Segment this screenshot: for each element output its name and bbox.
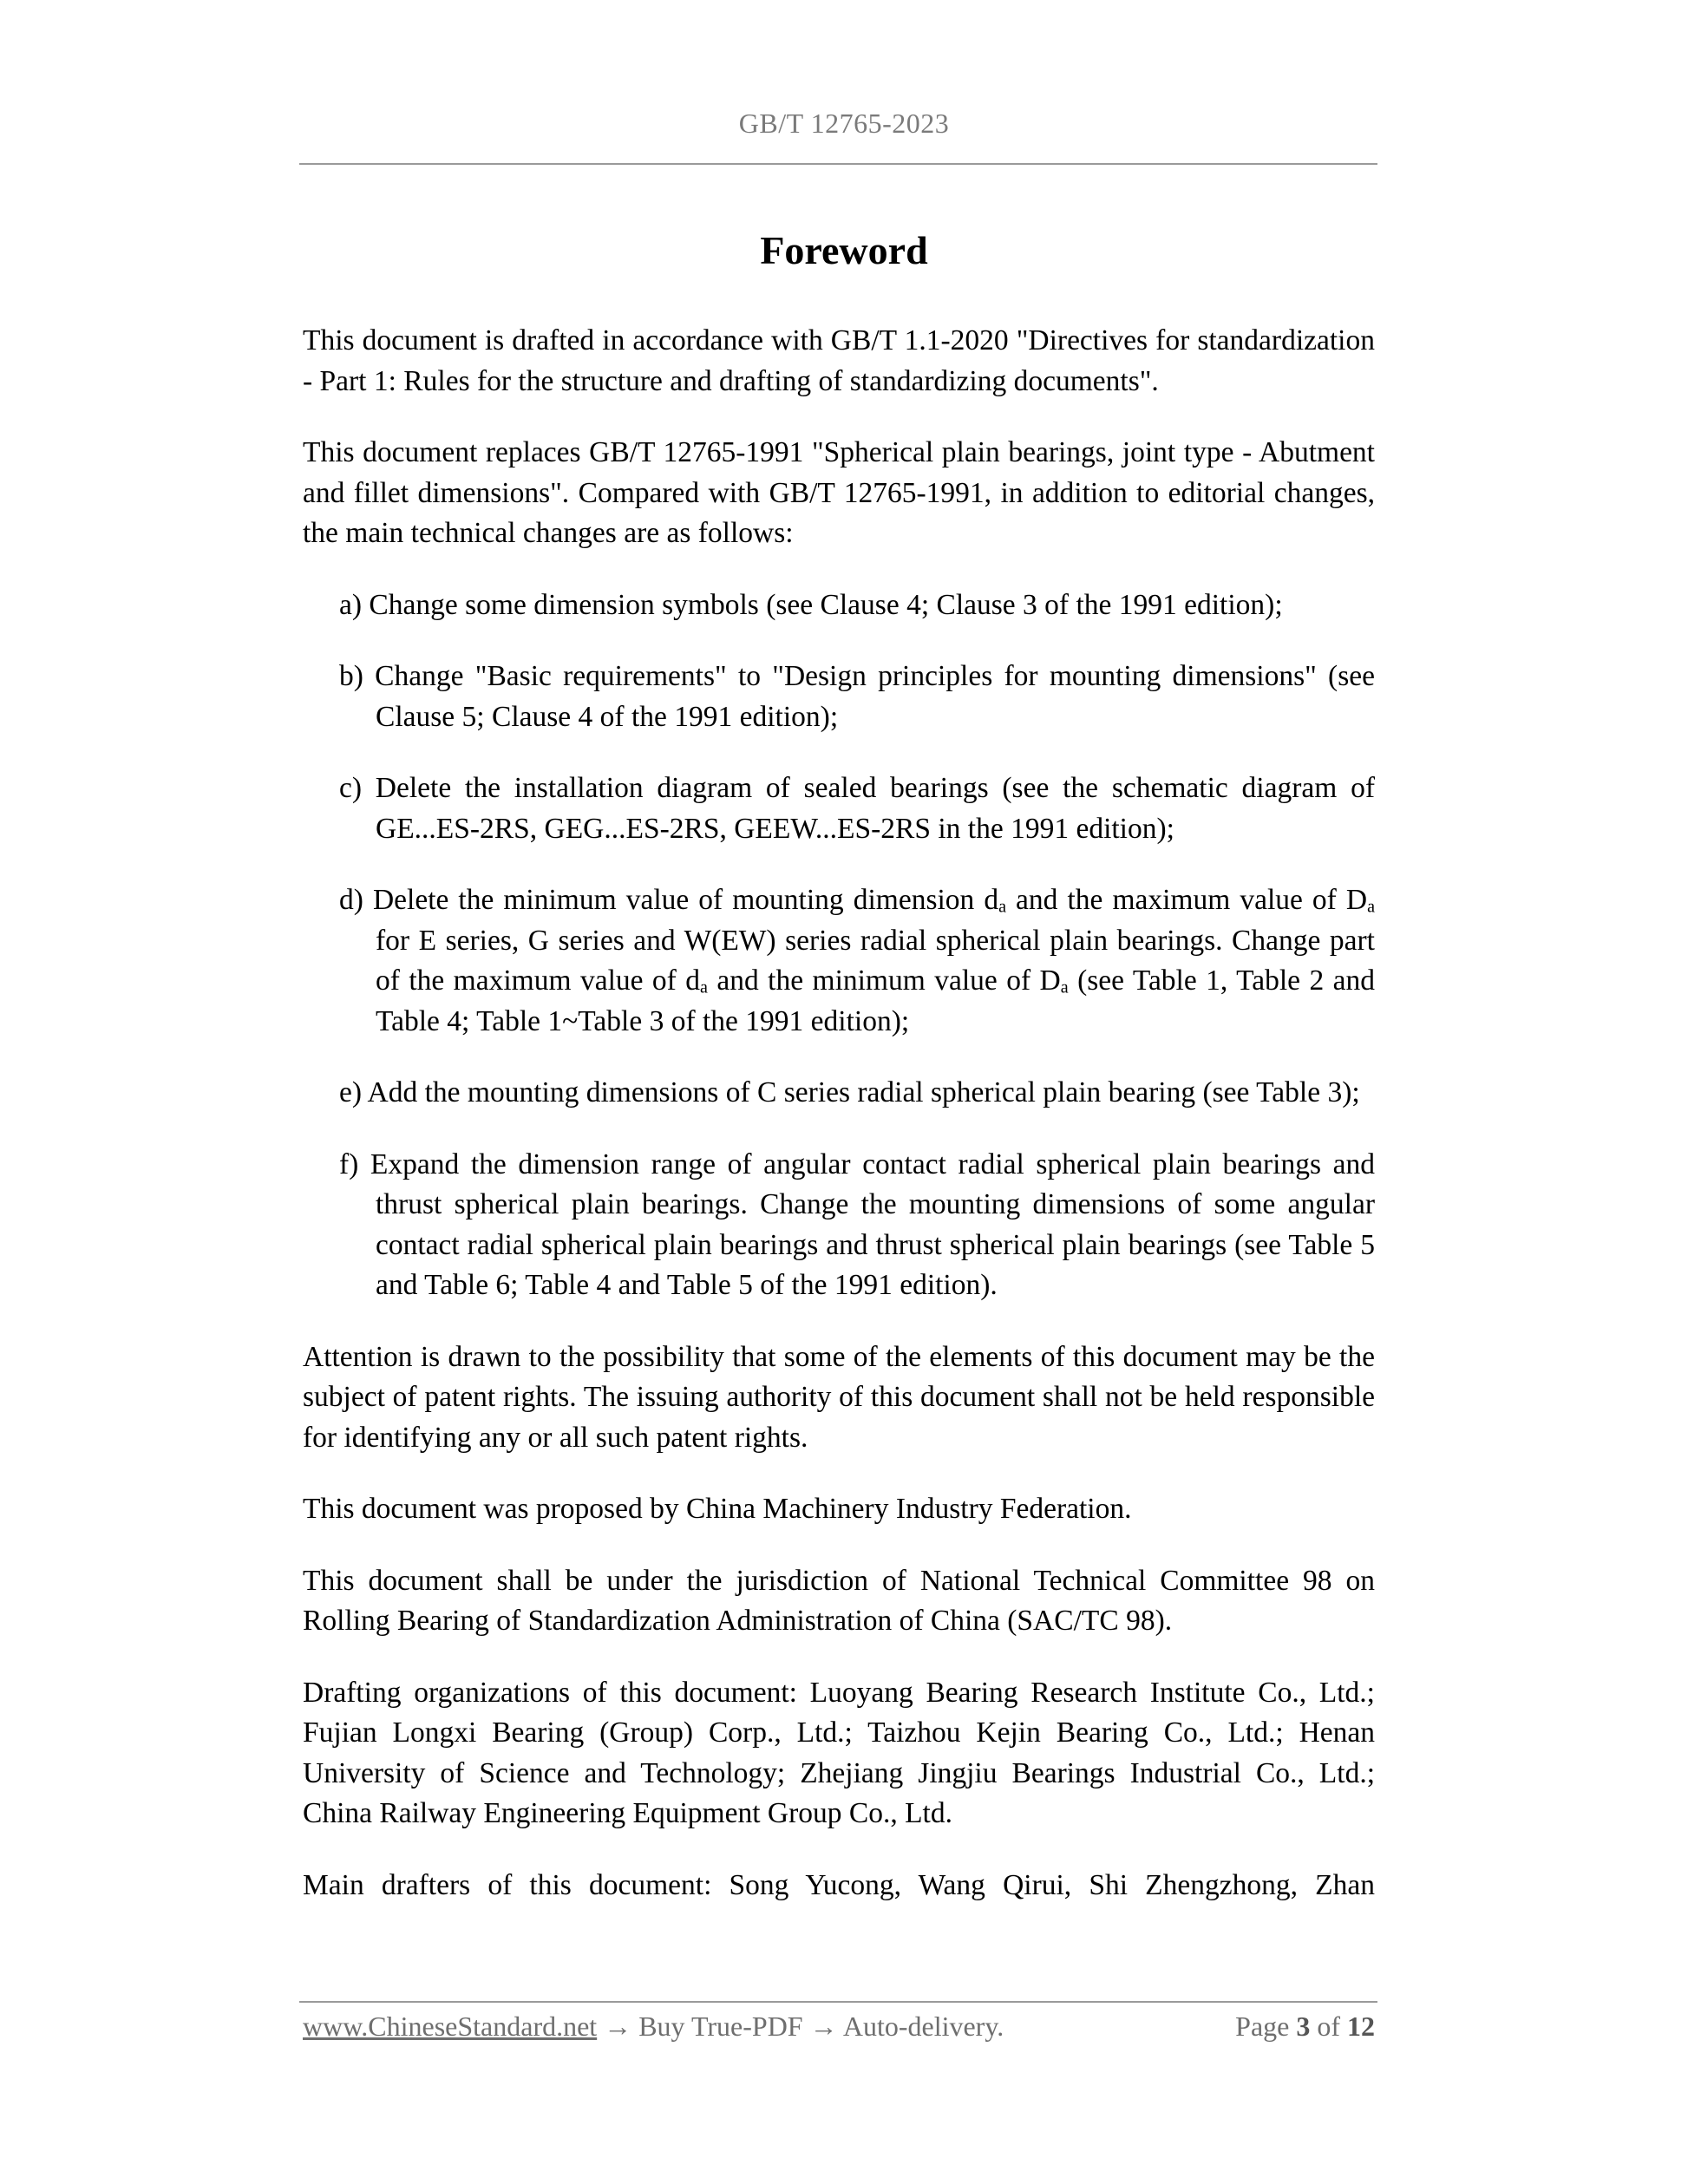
change-item-b: b) Change "Basic requirements" to "Design principles for mounting dimensions" (see Clause 5; Clause 4 of the 1991 edition); — [339, 660, 1375, 733]
change-d-text-5: (see Table 1, Table 2 and Table 4; Table 1~Table 3 of the 1991 edition); — [376, 964, 1375, 1037]
change-d-text-4: and the minimum value of D — [707, 964, 1061, 997]
change-item-d — [339, 880, 1375, 1042]
change-item-c: c) Delete the installation diagram of sealed bearings (see the schematic diagram of GE...ES-2RS, GEG...ES-2RS, GEEW...ES-2RS in the 1991 edition); — [339, 772, 1375, 845]
total-pages: 12 — [1347, 2011, 1375, 2042]
subscript-a: a — [700, 978, 708, 997]
change-item-e: e) Add the mounting dimensions of C series radial spherical plain bearing (see Table 3); — [339, 1076, 1360, 1108]
change-item-f: f) Expand the dimension range of angular contact radial spherical plain bearings and thrust spherical plain bearings. Change the mounting dimensions of some angular contact radial spherical plain bearings and thrust spherical plain bearings (see Table 5 and Table 6; Table 4 and Table 5 of the 1991 edition). — [339, 1148, 1375, 1301]
paragraph-replacement: This document replaces GB/T 12765-1991 "Spherical plain bearings, joint type - Abutment and fillet dimensions". Compared with GB/T 12765-1991, in addition to editorial changes, the main technical changes are as follows: — [303, 436, 1375, 549]
current-page-number: 3 — [1296, 2011, 1311, 2042]
change-d-text-3: for E series, G series and W(EW) series radial spherical plain bearings. Change part of the maximum value of d — [376, 924, 1375, 997]
paragraph-main-drafters: Main drafters of this document: Song Yucong, Wang Qirui, Shi Zhengzhong, Zhan — [303, 1868, 1375, 1901]
subscript-a: a — [998, 897, 1007, 917]
subscript-a: a — [1060, 978, 1069, 997]
paragraph-proposed-by: This document was proposed by China Machinery Industry Federation. — [303, 1493, 1132, 1525]
change-d-text-2: and the maximum value of D — [1006, 884, 1368, 916]
subscript-a: a — [1367, 897, 1375, 917]
of-word: of — [1310, 2011, 1347, 2042]
page-indicator — [1235, 2005, 1375, 2047]
page-title: Foreword — [760, 228, 928, 272]
paragraph-drafting-rules: This document is drafted in accordance with GB/T 1.1-2020 "Directives for standardization - Part 1: Rules for the structure and drafting of standardizing documents". — [303, 324, 1375, 397]
site-link[interactable]: www.ChineseStandard.net — [303, 2011, 598, 2042]
change-d-text-1: d) Delete the minimum value of mounting dimension d — [339, 884, 999, 916]
footer-tagline: → Buy True-PDF → Auto-delivery. — [597, 2011, 1004, 2042]
footer-promo — [303, 2005, 1004, 2047]
header-divider — [299, 163, 1377, 165]
page-word: Page — [1235, 2011, 1297, 2042]
foreword-body — [303, 321, 1375, 1937]
paragraph-patent-notice: Attention is drawn to the possibility that some of the elements of this document may be the subject of patent rights. The issuing authority of this document shall not be held responsible for identifying any or all such patent rights. — [303, 1340, 1375, 1454]
paragraph-jurisdiction: This document shall be under the jurisdiction of National Technical Committee 98 on Rolling Bearing of Standardization Administration of China (SAC/TC 98). — [303, 1564, 1375, 1637]
change-item-a: a) Change some dimension symbols (see Clause 4; Clause 3 of the 1991 edition); — [339, 588, 1283, 621]
standard-code-header: GB/T 12765-2023 — [738, 108, 950, 139]
footer-divider — [299, 2001, 1377, 2003]
paragraph-drafting-organizations: Drafting organizations of this document: Luoyang Bearing Research Institute Co., Ltd.; Fujian Longxi Bearing (Group) Corp., Ltd.; Taizhou Kejin Bearing Co., Ltd.; Henan University of Science and Technology; Zhejiang Jingjiu Bearings Industrial Co., Ltd.; China Railway Engineering Equipment Group Co., Ltd. — [303, 1676, 1375, 1829]
